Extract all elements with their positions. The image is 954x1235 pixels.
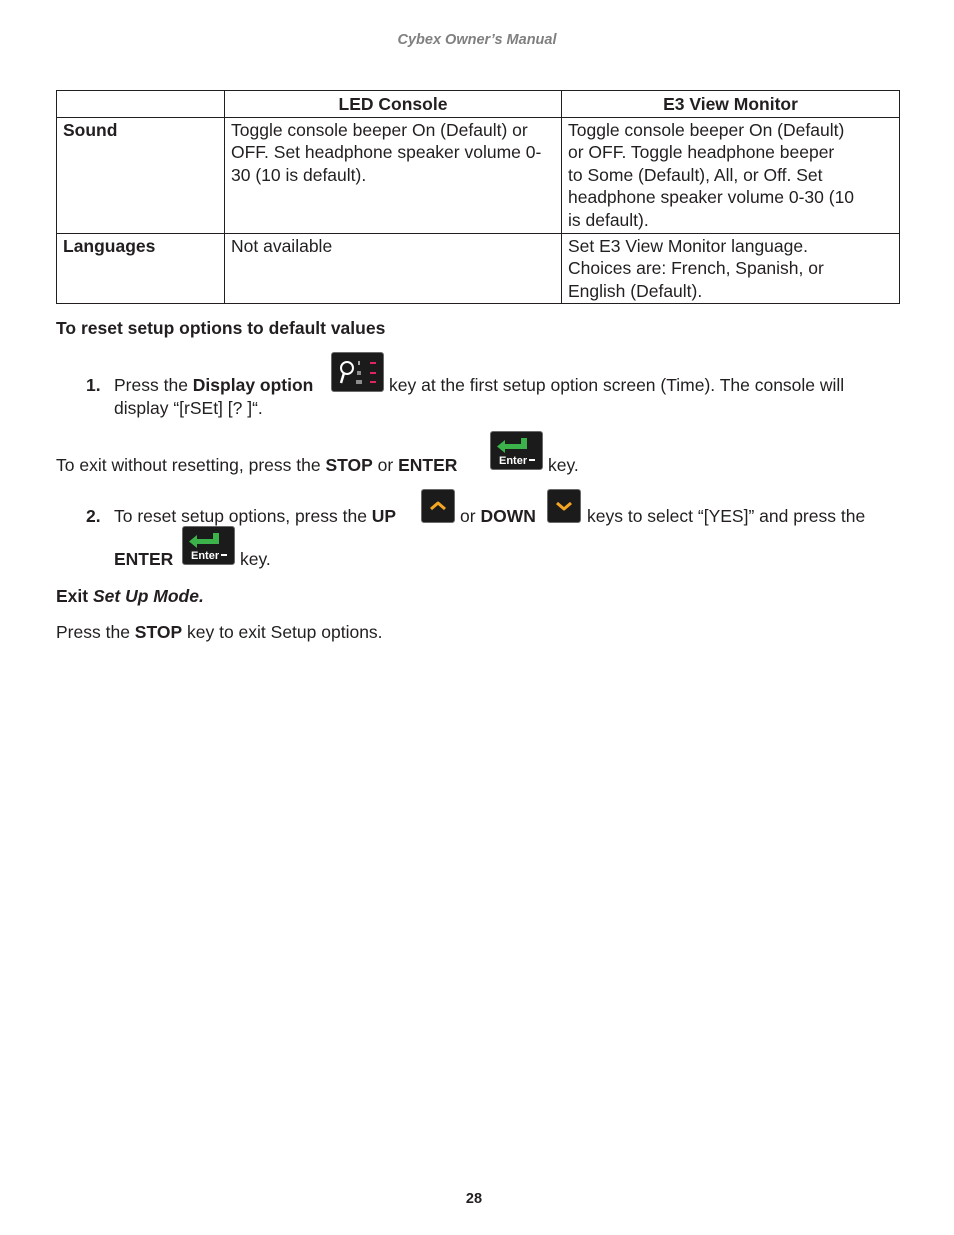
step-1-continuation: key at the first setup option screen (Time). The console will: [389, 375, 845, 395]
cell-line: Choices are: French, Spanish, or: [568, 258, 824, 278]
or-text: or: [460, 506, 481, 526]
exit-mode-text-end: key to exit Setup options.: [182, 622, 383, 642]
or-text: or: [372, 455, 399, 475]
display-option-key-icon: [331, 352, 384, 392]
exit-mode-heading-plain: Exit: [56, 586, 93, 606]
enter-key-icon: [182, 526, 235, 565]
step-2-continuation: keys to select “[YES]” and press the: [587, 506, 866, 526]
step-2-end: key.: [240, 549, 271, 569]
table-header-e3-view-monitor: E3 View Monitor: [562, 91, 900, 118]
down-key-label: DOWN: [480, 506, 536, 526]
enter-key-text: Enter: [499, 455, 528, 467]
row-label-sound: Sound: [57, 117, 225, 233]
exit-mode-heading-italic: Set Up Mode.: [92, 586, 204, 606]
reset-heading: To reset setup options to default values: [56, 318, 386, 338]
cell-line: English (Default).: [568, 280, 703, 301]
exit-text: To exit without resetting, press the: [56, 455, 326, 475]
table-header-cell: [57, 91, 225, 118]
exit-mode-heading: [56, 585, 204, 608]
page-header: Cybex Owner’s Manual: [397, 32, 557, 48]
stop-key-label: STOP: [134, 622, 183, 642]
page-number: 28: [465, 1191, 483, 1207]
cell-languages-e3: [562, 233, 900, 304]
exit-mode-body: [56, 621, 383, 644]
table-row: [57, 233, 900, 304]
step-2-line-1: [86, 505, 396, 528]
step-2-or: [460, 505, 536, 528]
row-label-languages: Languages: [57, 233, 225, 304]
display-option-label: Display option: [192, 375, 314, 395]
cell-line: headphone speaker volume 0-30 (10: [568, 187, 855, 207]
up-key-label: UP: [371, 506, 397, 526]
cell-languages-led: Not available: [225, 233, 562, 304]
step-1-line-2: display “[rSEt] [? ]“.: [114, 398, 263, 418]
setup-options-table: [56, 90, 900, 304]
enter-key-text: Enter: [191, 550, 220, 562]
step-1-line-1: [86, 374, 313, 397]
down-arrow-key-icon: [547, 489, 581, 523]
step-text: Press the: [114, 375, 193, 395]
cell-sound-e3: [562, 117, 900, 233]
step-text: To reset setup options, press the: [114, 506, 372, 526]
exit-without-reset-line: [56, 454, 457, 477]
cell-line: is default).: [568, 209, 649, 230]
table-header-row: [57, 91, 900, 118]
enter-key-label: ENTER: [114, 549, 174, 569]
exit-line-end: key.: [548, 455, 579, 475]
exit-mode-text: Press the: [56, 622, 135, 642]
cell-line: Toggle console beeper On (Default): [568, 119, 845, 140]
cell-sound-led: Toggle console beeper On (Default) or OFF. Set headphone speaker volume 0-30 (10 is default).: [225, 117, 562, 233]
step-2-line-2: [114, 548, 173, 571]
stop-key-label: STOP: [325, 455, 373, 475]
table-header-led-console: LED Console: [225, 91, 562, 118]
cell-line: or OFF. Toggle headphone beeper: [568, 142, 835, 162]
enter-key-label: ENTER: [398, 455, 458, 475]
cell-line: to Some (Default), All, or Off. Set: [568, 164, 823, 185]
table-row: [57, 117, 900, 233]
step-number: 1.: [86, 375, 101, 395]
enter-key-icon: [490, 431, 543, 470]
cell-line: Set E3 View Monitor language.: [568, 235, 808, 256]
up-arrow-key-icon: [421, 489, 455, 523]
step-number: 2.: [86, 506, 101, 526]
